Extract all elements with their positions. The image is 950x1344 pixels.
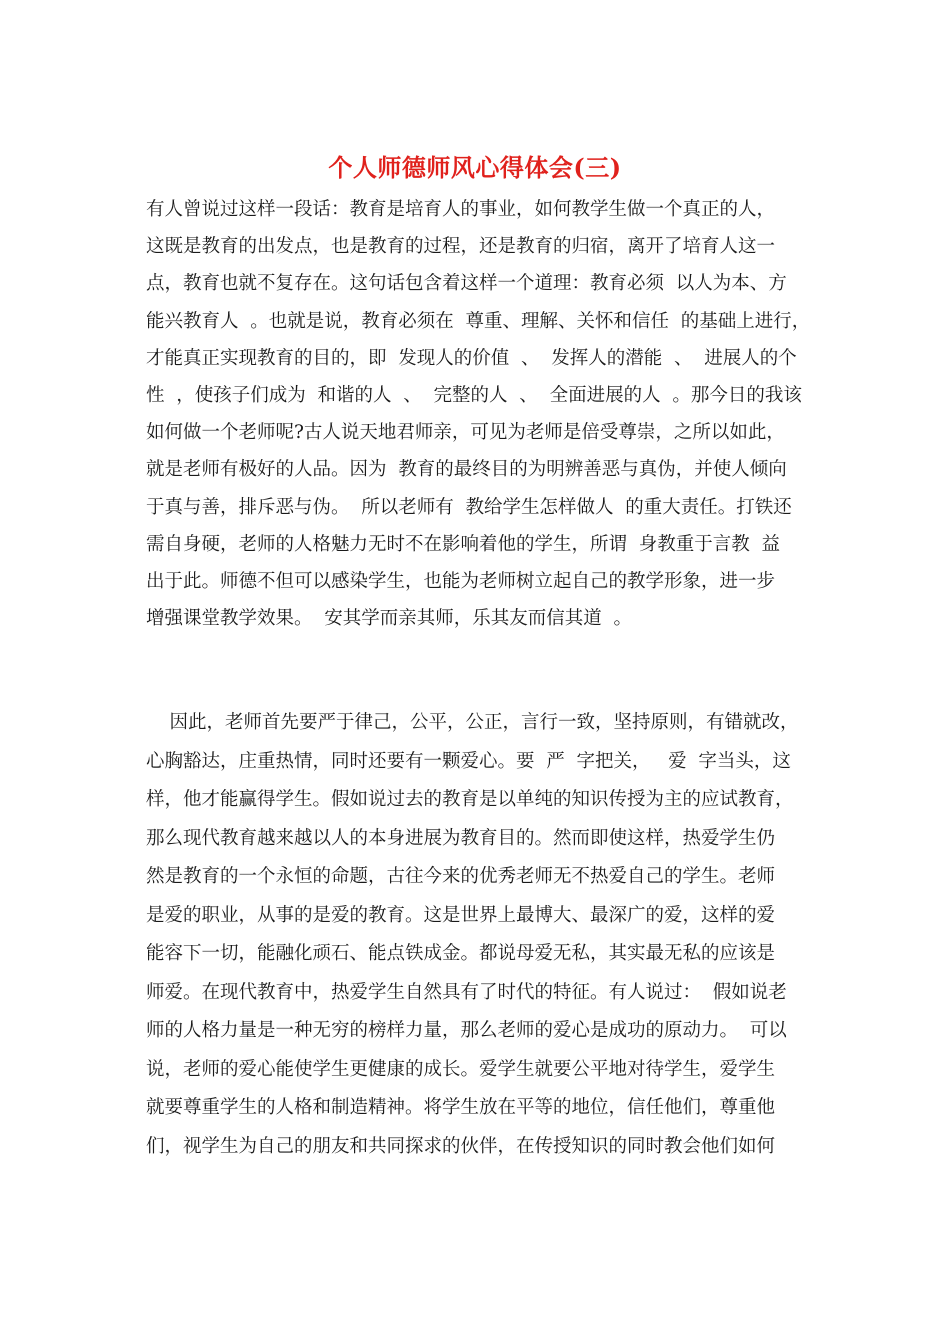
text-line: 们，视学生为自己的朋友和共同探求的伙伴，在传授知识的同时教会他们如何 [146,1135,776,1157]
text-line: 因此，老师首先要严于律己，公平，公正，言行一致，坚持原则，有错就改， [146,712,799,733]
text-line: 说，老师的爱心能使学生更健康的成长。爱学生就要公平地对待学生，爱学生 [146,1058,776,1080]
text-line: 能兴教育人 。也就是说，教育必须在 尊重、理解、关怀和信任 的基础上进行， [146,310,811,332]
text-line: 点，教育也就不复存在。这句话包含着这样一个道理：教育必须 以人为本、方 [146,273,787,295]
text-line: 心胸豁达，庄重热情，同时还要有一颗爱心。要 严 字把关， 爱 字当头，这 [146,750,791,772]
text-line: 出于此。师德不但可以感染学生，也能为老师树立起自己的教学形象，进一步 [146,570,776,592]
text-line: 然是教育的一个永恒的命题，古往今来的优秀老师无不热爱自己的学生。老师 [146,866,776,887]
text-line: 需自身硬，老师的人格魅力无时不在影响着他的学生，所谓 身教重于言教 益 [146,533,781,555]
text-line: 那么现代教育越来越以人的本身进展为教育目的。然而即使这样，热爱学生仍 [146,827,776,849]
text-line: 性 ，使孩子们成为 和谐的人 、 完整的人 、 全面进展的人 。那今日的我该 [146,384,802,406]
text-line: 就要尊重学生的人格和制造精神。将学生放在平等的地位，信任他们，尊重他 [146,1097,776,1118]
text-line: 如何做一个老师呢?古人说天地君师亲，可见为老师是倍受尊崇，之所以如此， [146,422,785,444]
text-line: 是爱的职业，从事的是爱的教育。这是世界上最博大、最深广的爱，这样的爱 [146,904,776,926]
text-line: 就是老师有极好的人品。因为 教育的最终目的为明辨善恶与真伪，并使人倾向 [146,459,787,481]
text-line: 有人曾说过这样一段话：教育是培育人的事业，如何教学生做一个真正的人， [146,199,776,220]
text-line: 增强课堂教学效果。 安其学而亲其师，乐其友而信其道 。 [146,608,633,630]
document-title: 个人师德师风心得体会(三) [328,153,622,182]
text-line: 于真与善，排斥恶与伪。 所以老师有 教给学生怎样做人 的重大责任。打铁还 [146,496,792,518]
text-line: 师爱。在现代教育中，热爱学生自然具有了时代的特征。有人说过： 假如说老 [146,981,787,1003]
text-line: 这既是教育的出发点，也是教育的过程，还是教育的归宿，离开了培育人这一 [146,236,776,258]
paragraph-2 [146,704,826,1166]
paragraph-1 [146,191,826,637]
text-line: 能容下一切，能融化顽石、能点铁成金。都说母爱无私，其实最无私的应该是 [146,943,776,964]
text-line: 样，他才能赢得学生。假如说过去的教育是以单纯的知识传授为主的应试教育， [146,789,794,810]
text-line: 师的人格力量是一种无穷的榜样力量，那么老师的爱心是成功的原动力。 可以 [146,1020,787,1041]
text-line: 才能真正实现教育的目的，即 发现人的价值 、 发挥人的潜能 、 进展人的个 [146,347,797,369]
